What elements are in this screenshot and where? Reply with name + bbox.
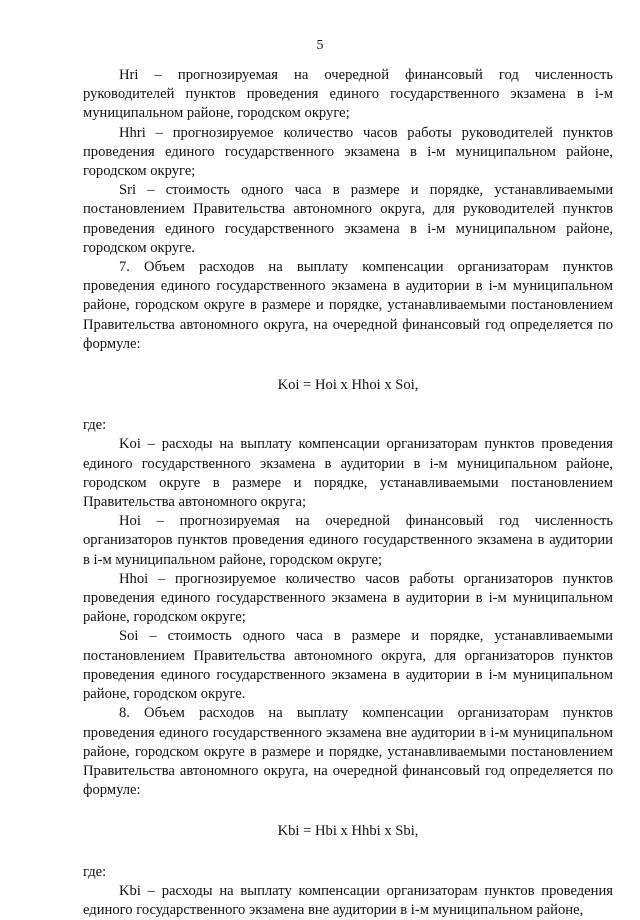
- paragraph-sr-definition: Sri – стоимость одного часа в размере и порядке, устанавливаемыми постановлением Правительства автономного округа, для руководителей пунктов проведения единого государственного экзамена в i-м муниципальном районе, городском округе.: [83, 182, 613, 256]
- paragraph-hhr-definition: Hhri – прогнозируемое количество часов работы руководителей пунктов проведения единого государственного экзамена в i-м муниципальном районе, городском округе;: [83, 124, 613, 180]
- paragraph-item-7: 7. Объем расходов на выплату компенсации организаторам пунктов проведения единого государственного экзамена в аудитории в i-м муниципальном районе, городском округе в размере и порядке, устанавливаемыми постановлением Правительства автономного округа, на очередной финансовый год определяется по формуле:: [83, 259, 613, 352]
- formula-ko: Koi = Hoi x Hhoi x Soi,: [277, 377, 419, 394]
- paragraph-ko-definition: Koi – расходы на выплату компенсации организаторам пунктов проведения единого государственного экзамена в аудитории в i-м муниципальном районе, городском округе в размере и порядке, устанавливаемыми постановлением Правительства автономного округа;: [83, 436, 613, 511]
- paragraph-hr-definition: Hri – прогнозируемая на очередной финансовый год численность руководителей пунктов проведения единого государственного экзамена в i-м муниципальном районе, городском округе;: [83, 67, 613, 122]
- paragraph-item-8: 8. Объем расходов на выплату компенсации организаторам пунктов проведения единого государственного экзамена вне аудитории в i-м муниципальном районе, городском округе в размере и порядке, устанавливаемыми постановлением Правительства автономного округа, на очередной финансовый год определяется по формуле:: [83, 705, 613, 799]
- document-body: [83, 66, 613, 920]
- formula-kb: Kbi = Hbi x Hhbi x Sbi,: [277, 823, 419, 840]
- paragraph-kb-definition: Kbi – расходы на выплату компенсации организаторам пунктов проведения единого государственного экзамена вне аудитории в i-м муниципальном районе,: [83, 882, 613, 918]
- page-number: 5: [316, 38, 324, 53]
- where-label: где:: [83, 417, 107, 434]
- where-label: где:: [83, 863, 107, 880]
- paragraph-hho-definition: Hhoi – прогнозируемое количество часов работы организаторов пунктов проведения единого государственного экзамена в аудитории в i-м муниципальном районе, городском округе;: [83, 570, 613, 626]
- paragraph-ho-definition: Hoi – прогнозируемая на очередной финансовый год численность организаторов пунктов проведения единого государственного экзамена в аудитории в i-м муниципальном районе, городском округе;: [83, 513, 613, 568]
- paragraph-so-definition: Soi – стоимость одного часа в размере и порядке, устанавливаемыми постановлением Правительства автономного округа, для организаторов пунктов проведения единого государственного экзамена в аудитории в i-м муниципальном районе, городском округе.: [83, 628, 613, 703]
